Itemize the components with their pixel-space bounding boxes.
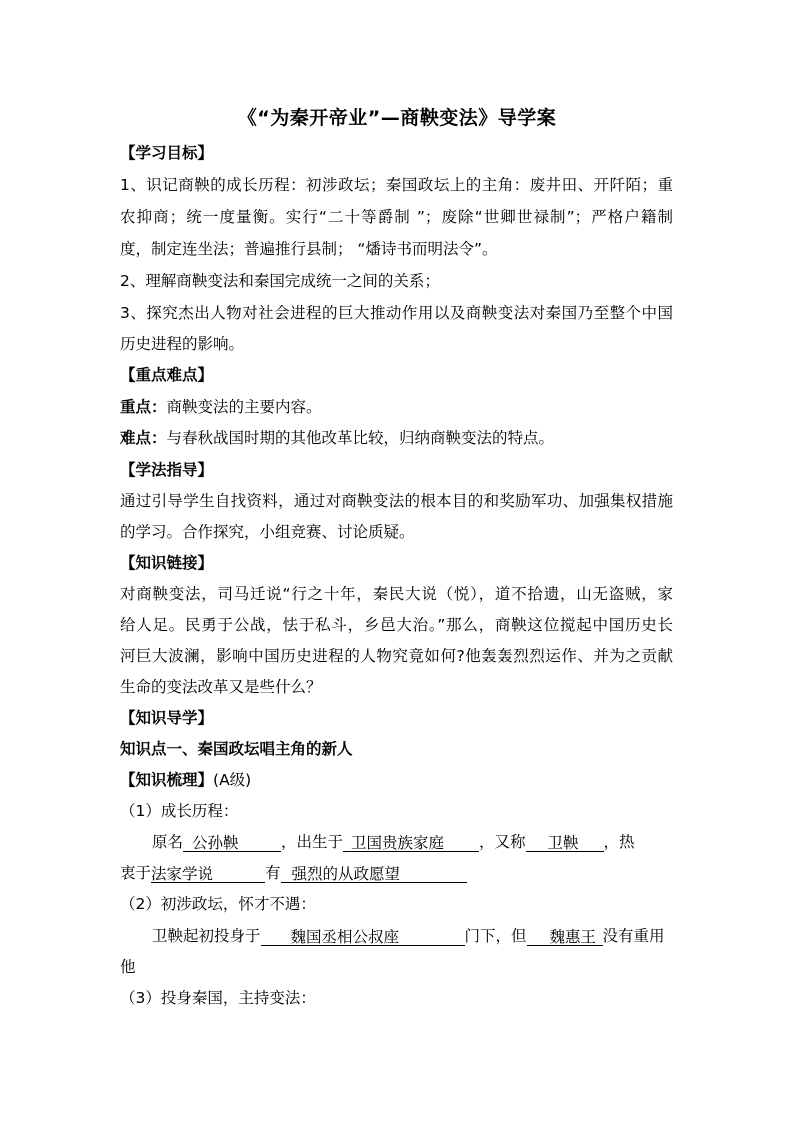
method-line1: 通过引导学生自找资料，通过对商鞅变法的根本目的和奖励军功、加强集权措施	[120, 492, 673, 510]
answer-legalism: 法家学说	[151, 865, 214, 883]
answer-blank[interactable]	[526, 833, 604, 852]
answer-weiyang: 卫鞅	[547, 834, 579, 852]
goal3-line1: 3、探究杰出人物对社会进程的巨大推动作用以及商鞅变法对秦国乃至整个中国	[120, 304, 673, 322]
key-label: 重点：	[120, 398, 167, 416]
link-line4: 生命的变法改革又是些什么？	[120, 678, 322, 696]
answer-ambition: 强烈的从政愿望	[291, 865, 401, 883]
q1-line-a	[152, 832, 635, 852]
q2-a-pre: 卫鞅起初投身于	[152, 927, 261, 945]
q1-a-pre: 原名	[152, 833, 184, 851]
key-point	[120, 397, 322, 417]
goal3-line2: 历史进程的影响。	[120, 335, 245, 353]
link-heading: 【知识链接】	[120, 554, 214, 572]
q2-label: （2）初涉政坛，怀才不遇：	[120, 895, 316, 913]
answer-blank[interactable]	[151, 864, 265, 883]
sort-heading-line	[120, 770, 251, 790]
key-text: 商鞅变法的主要内容。	[166, 398, 322, 416]
method-line2: 的学习。合作探究，小组竞赛、讨论质疑。	[120, 523, 415, 541]
q2-line-a	[152, 926, 665, 946]
answer-blank[interactable]	[281, 864, 467, 883]
q1-a-mid1: ，出生于	[281, 833, 344, 851]
answer-blank[interactable]	[343, 833, 479, 852]
answer-blank[interactable]	[527, 927, 603, 946]
link-line3: 河巨大波澜，影响中国历史进程的人物究竟如何?他轰轰烈烈运作、并为之贡献	[120, 647, 673, 665]
document-title: 《“为秦开帝业”—商鞅变法》导学案	[237, 107, 557, 129]
q1-a-mid2: ，又称	[479, 833, 526, 851]
goal1-line3: 度，制定连坐法；普遍推行县制； “燔诗书而明法令”。	[120, 240, 498, 258]
q2-line-b: 他	[120, 958, 136, 976]
goal1-line2: 农抑商；统一度量衡。实行“二十等爵制 ”；废除“世卿世禄制”；严格户籍制	[120, 208, 673, 226]
method-heading: 【学法指导】	[120, 461, 214, 479]
q1-line-b	[120, 863, 467, 883]
link-line2: 给人足。民勇于公战，怯于私斗，乡邑大治。”那么，商鞅这位搅起中国历史长	[120, 616, 673, 634]
q1-label: （1）成长历程：	[120, 802, 239, 820]
hard-text: 与春秋战国时期的其他改革比较，归纳商鞅变法的特点。	[166, 429, 555, 447]
answer-blank[interactable]	[183, 833, 281, 852]
hard-label: 难点：	[120, 429, 167, 447]
link-line1: 对商鞅变法，司马迁说“行之十年，秦民大说（悦），道不拾遗，山无盗贼，家	[120, 585, 673, 603]
hard-point	[120, 428, 554, 448]
answer-gongshuzuo: 魏国丞相公叔座	[290, 928, 400, 946]
q3-label: （3）投身秦国，主持变法：	[120, 989, 316, 1007]
q2-a-mid: 门下，但	[464, 927, 527, 945]
goals-heading: 【学习目标】	[120, 144, 214, 162]
q1-b-mid: 有	[265, 864, 281, 882]
answer-blank[interactable]	[261, 927, 465, 946]
goal2: 2、理解商鞅变法和秦国完成统一之间的关系；	[120, 272, 440, 290]
answer-gongsunyang: 公孙鞅	[192, 834, 239, 852]
answer-weihuiwang: 魏惠王	[549, 928, 597, 946]
q1-a-end: ，热	[603, 833, 635, 851]
sort-heading: 【知识梳理】	[120, 771, 214, 789]
sort-level: (A级)	[213, 771, 252, 789]
q2-a-end: 没有重用	[602, 927, 665, 945]
goal1-line1: 1、识记商鞅的成长历程：初涉政坛；秦国政坛上的主角：废井田、开阡陌；重	[120, 176, 673, 194]
guide-heading: 【知识导学】	[120, 709, 214, 727]
key-heading: 【重点难点】	[120, 366, 214, 384]
q1-b-pre: 衷于	[120, 864, 152, 882]
point1-heading: 知识点一、秦国政坛唱主角的新人	[120, 740, 353, 758]
answer-birthplace: 卫国贵族家庭	[351, 834, 445, 852]
